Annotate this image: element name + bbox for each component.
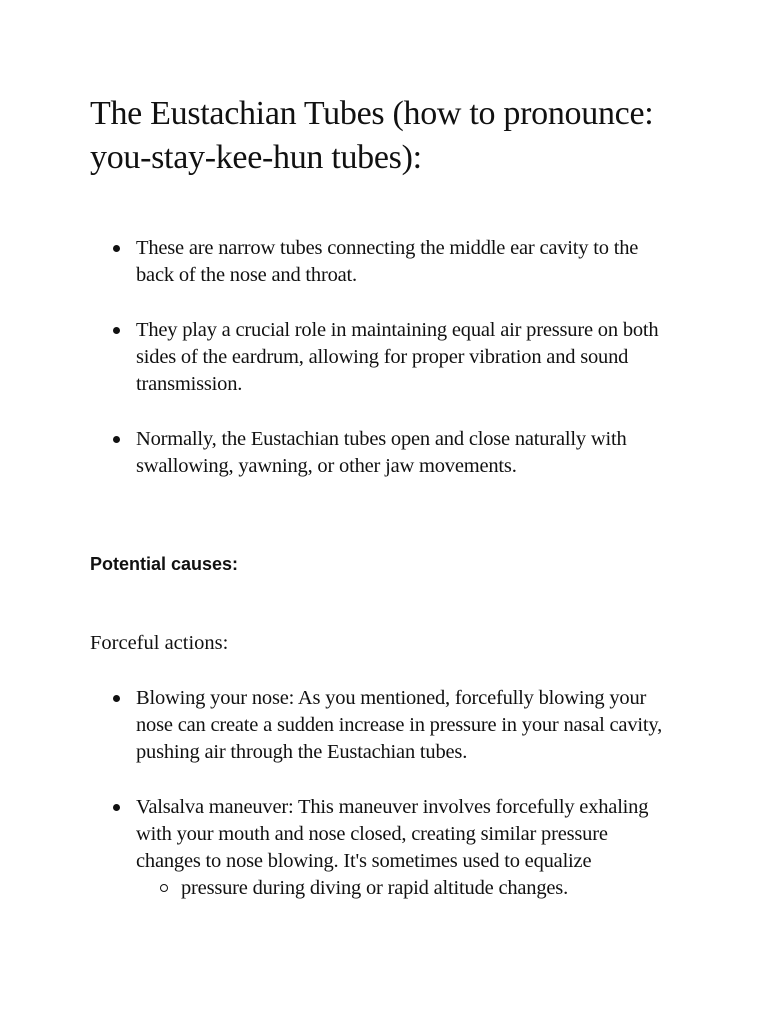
list-item-text: Blowing your nose: As you mentioned, forcefully blowing your nose can create a sudden increase in pressure in your nasal cavity, pushing air through the Eustachian tubes. (136, 687, 663, 763)
list-item (111, 685, 676, 766)
list-item-text: These are narrow tubes connecting the middle ear cavity to the back of the nose and throat. (136, 237, 639, 286)
list-item (111, 794, 676, 902)
bullet-icon (113, 695, 120, 702)
section-heading: Potential causes: (90, 554, 239, 574)
list-item (111, 317, 671, 398)
bullet-icon (113, 245, 120, 252)
causes-bullet-list (111, 685, 676, 930)
hollow-bullet-icon (160, 884, 168, 892)
list-item (111, 235, 671, 289)
bullet-icon (113, 436, 120, 443)
list-item-text: Valsalva maneuver: This maneuver involves forcefully exhaling with your mouth and nose closed, creating similar pressure changes to nose blowing. It's sometimes used to equalize (136, 796, 649, 872)
sub-list-item (136, 875, 676, 902)
list-item-text: They play a crucial role in maintaining equal air pressure on both sides of the eardrum, allowing for proper vibration and sound transmission. (136, 319, 659, 395)
sub-bullet-list (136, 875, 676, 902)
bullet-icon (113, 327, 120, 334)
list-item (111, 426, 671, 480)
list-item-text: Normally, the Eustachian tubes open and close naturally with swallowing, yawning, or other jaw movements. (136, 428, 627, 477)
page-title: The Eustachian Tubes (how to pronounce: you-stay-kee-hun tubes): (90, 95, 654, 176)
sub-list-item-text: pressure during diving or rapid altitude changes. (181, 877, 568, 899)
bullet-icon (113, 804, 120, 811)
subheading: Forceful actions: (90, 632, 229, 654)
intro-bullet-list (111, 235, 671, 508)
